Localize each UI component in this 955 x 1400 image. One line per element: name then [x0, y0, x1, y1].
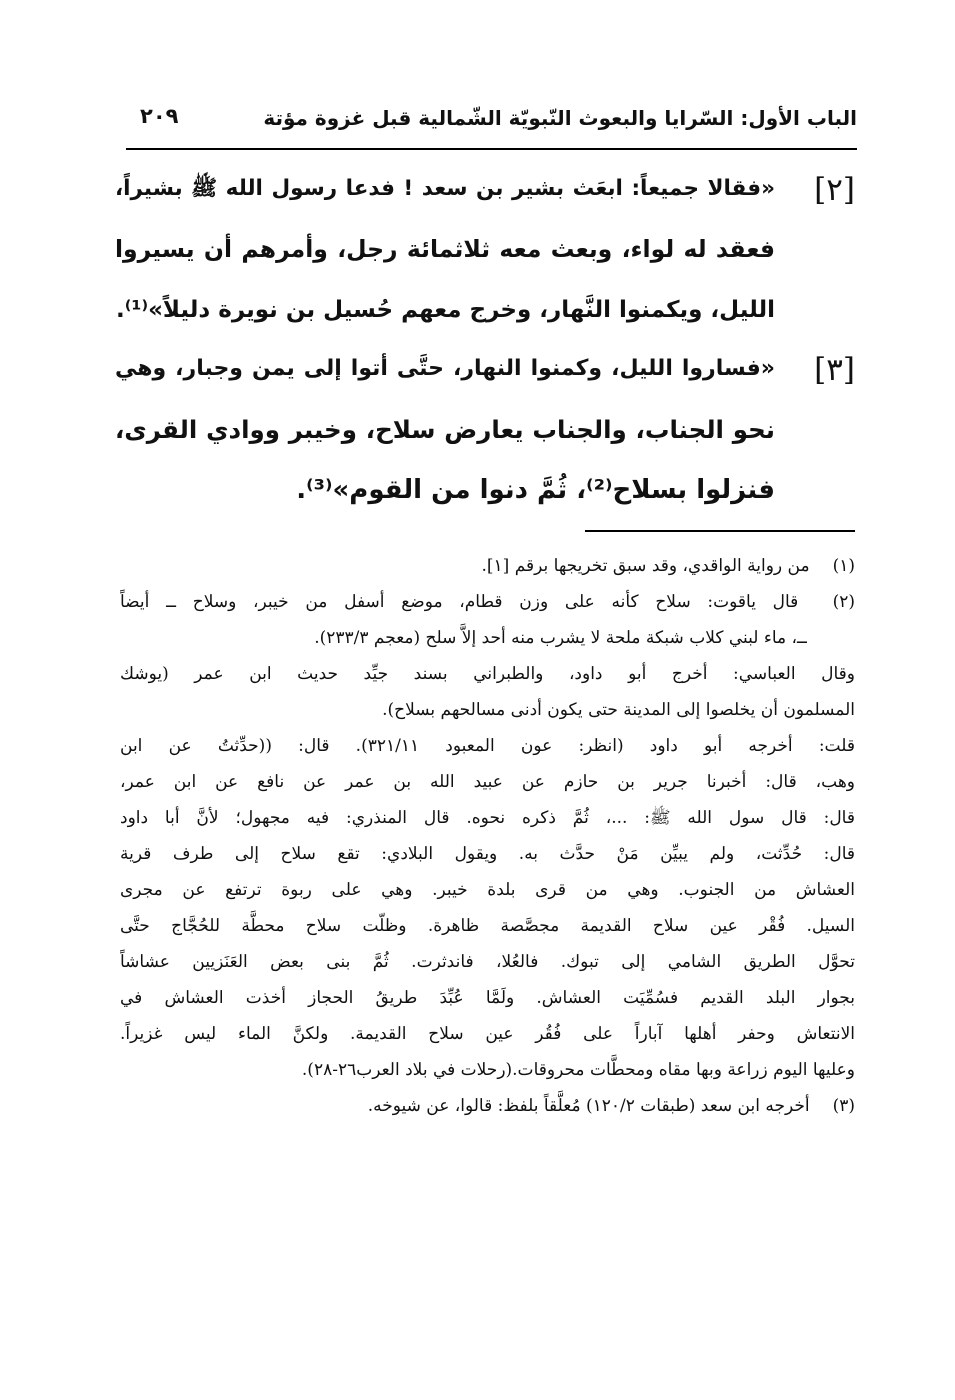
chapter-title: الباب الأول: السّرايا والبعوث النّبويّة الشّمالية قبل غزوة مؤتة [263, 106, 857, 130]
page-number: ٢٠٩ [140, 104, 179, 128]
footnote-text: السيل. فُقْر عين سلاح القديمة مجصَّصة ظاهرة. وظلّت سلاح محطَّة للحُجَّاج حتَّى [120, 916, 855, 936]
paragraph-line: نحو الجناب، والجناب يعارض سلاح، وخيبر ووادي القرى، [115, 415, 775, 444]
footnote-text: وقال العباسي: أخرج أبو داود، والطبراني بسند جيِّد حديث ابن عمر (يوشك [120, 664, 855, 684]
paragraph-number: [٢] [814, 172, 855, 208]
footnote-text: قال: حُدِّثت، ولم يبيِّن مَنْ حدَّث به. ويقول البلادي: تقع سلاح إلى طرف قرية [120, 844, 855, 864]
footnote-text: قال ياقوت: سلاح كأنه على وزن قطام، موضع أسفل من خيبر، وسلاح ــ أيضاً [120, 592, 799, 612]
footnote-text: العشاش من الجنوب. وهي من قرى بلدة خيبر. وهي على ربوة ترتفع عن مجرى [120, 880, 855, 900]
footnote-text: تحوَّل الطريق الشامي إلى تبوك. فالعُلا، فاندثرت. ثُمَّ بنى بعض العَنَزيين عشاشاً [120, 952, 855, 972]
footnote-3 [120, 1088, 855, 1124]
footnote-text: أخرجه ابن سعد (طبقات ١٢٠/٢) مُعلَّقاً بلفظ: قالوا، عن شيوخه. [367, 1096, 810, 1116]
footnote-2 [120, 584, 855, 1088]
main-paragraph-3 [115, 338, 855, 521]
footnote-number: (١) [832, 556, 855, 576]
footnote-text: المسلمون أن يخلصوا إلى المدينة حتى يكون أدنى مسالحهم بسلاح). [382, 700, 855, 720]
paragraph-line: «فساروا الليل، وكمنوا النهار، حتَّى أتوا إلى يمن وجبار، وهي [115, 356, 775, 381]
running-header [126, 96, 857, 150]
footnote-text: وهب، قال: أخبرنا جرير بن حازم عن عبيد الله بن عمر عن نافع عن ابن عمر، [120, 772, 855, 792]
paragraph-number: [٣] [814, 352, 855, 388]
footnote-text: وعليها اليوم زراعة وبها مقاه ومحطَّات محروقات.(رحلات في بلاد العرب٢٦-٢٨). [301, 1060, 855, 1080]
footnotes [120, 548, 855, 1124]
footnote-1 [120, 548, 855, 584]
paragraph-line: «فقالا جميعاً: ابعَث بشير بن سعد ! فدعا رسول الله ﷺ بشيراً، [115, 176, 775, 201]
footnote-text: بجوار البلد القديم فسُمِّيَت العشاش. ولَمَّا عُبِّدَ طريقُ الحجاز أخذت العشاش في [120, 988, 855, 1008]
paragraph-line: الليل، ويكمنوا النَّهار، وخرج معهم حُسيل بن نويرة دليلاً»⁽¹⁾. [116, 297, 775, 323]
main-paragraph-2 [115, 158, 855, 341]
footnote-number: (٢) [832, 592, 855, 612]
footnote-text: قال: قال سول الله ﷺ: ...، ثُمَّ ذكره نحوه. قال المنذري: فيه مجهول؛ لأنَّ أبا داود [120, 808, 855, 828]
footnote-text: الانتعاش وحفر أهلها آباراً على فُقُر عين سلاح القديمة. ولكنَّ الماء ليس غزيراً. [120, 1024, 855, 1044]
footnote-divider [585, 530, 855, 532]
footnote-text: قلت: أخرجه أبو داود (انظر: عون المعبود ٣٢١/١١). قال: ((حدِّثتُ عن ابن [120, 736, 855, 756]
footnote-number: (٣) [832, 1096, 855, 1116]
paragraph-line: فعقد له لواء، وبعث معه ثلاثمائة رجل، وأمرهم أن يسيروا [115, 235, 775, 263]
paragraph-line: فنزلوا بسلاح⁽²⁾، ثُمَّ دنوا من القوم»⁽³⁾. [296, 475, 775, 505]
footnote-text: ــ، ماء لبني كلاب شبكة ملحة لا يشرب منه أحد إلاَّ سلح (معجم ٢٣٣/٣). [314, 628, 807, 648]
footnote-text: من رواية الواقدي، وقد سبق تخريجها برقم [١]. [481, 556, 810, 576]
